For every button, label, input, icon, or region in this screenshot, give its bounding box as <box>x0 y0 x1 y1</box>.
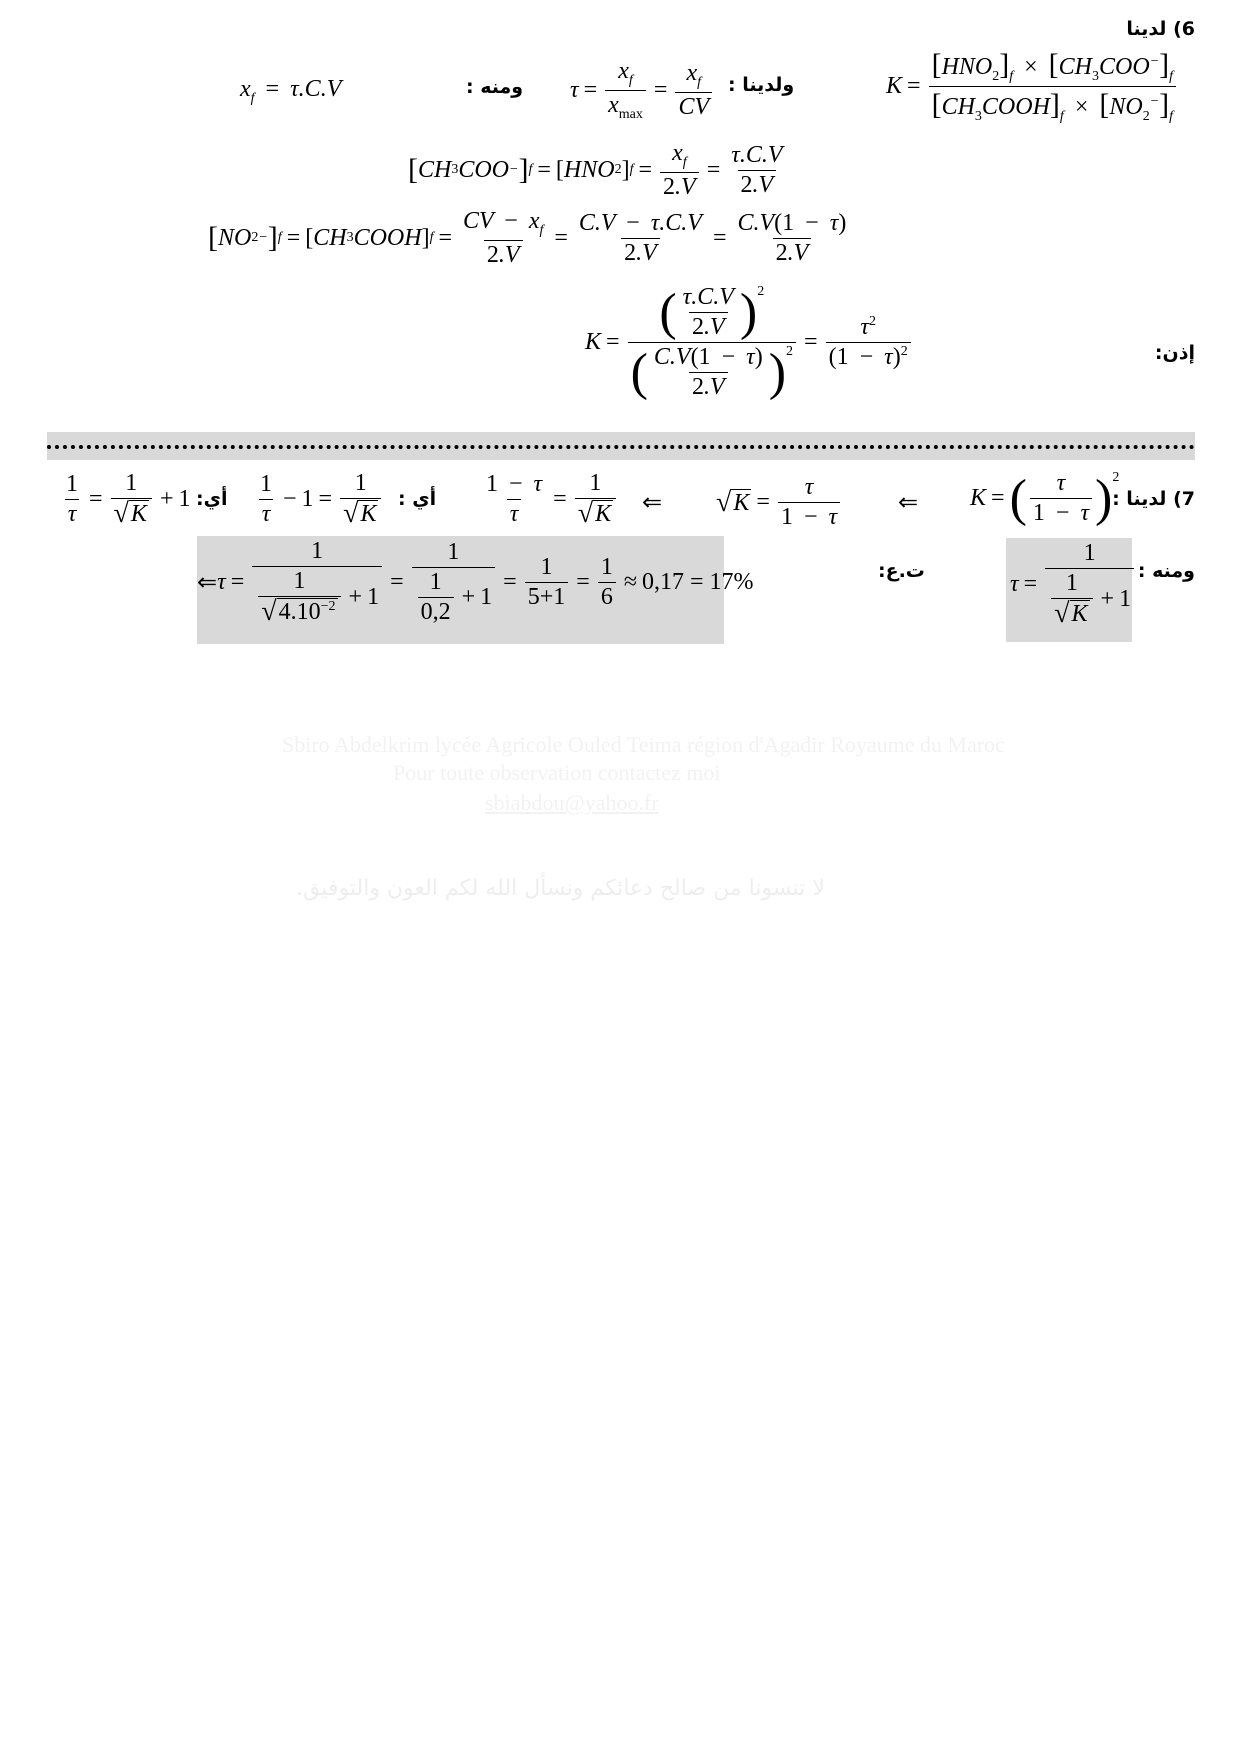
equation-xf: $x_f = \tau.C.V$ <box>240 76 342 106</box>
q6-heading <box>1126 18 1195 40</box>
watermark-email-link[interactable]: sbiabdou@yahoo.fr <box>485 790 659 815</box>
equation-sqrt-k: √ K = $\frac{\tau}{1 - \tau}$ <box>716 474 843 531</box>
q7-label-te: ت.ع: <box>878 560 925 582</box>
boxed-tau-formula: τ = 1 1 √ K + 1 <box>1006 538 1132 642</box>
boxed-numeric-result: ⇐ τ = 1 1 √ $4.10^{-2}$ + 1 = 1 $\frac{1}{0,2}$ + 1 = $\frac{1}{5+1}$ = $\frac{1}{6}$ ≈ 0,17 = 17% <box>197 536 724 644</box>
q7-label-wa-minhu: ومنه : <box>1137 560 1195 582</box>
arrow-implies-3: ⇐ <box>197 570 218 596</box>
inverse-value: 0,2 <box>418 597 454 626</box>
equation-inverse-ratio: $\frac{1 - \tau}{\tau}$ = 1 √ K <box>480 470 619 529</box>
sum-value: 5+1 <box>525 582 569 611</box>
q6-label-ladayna: لدينا <box>1126 18 1167 40</box>
arrow-implies-2: ⇐ <box>642 490 663 516</box>
watermark-contact-line: Pour toute observation contactez moi <box>393 760 721 785</box>
sqrt-argument: 4.10 <box>278 599 321 625</box>
q7-label-ladayna: لدينا : <box>1112 488 1167 510</box>
watermark-arabic-prayer: لا تنسونا من صالح دعائكم ونسأل الله لكم العون والتوفيق. <box>296 876 825 901</box>
equation-k-definition: K = $\frac{[HNO_2]_f \times [CH_3COO^-]_f}{[CH_3COOH]_f \times [NO_2^-]_f}$ <box>886 48 1179 125</box>
section-separator <box>47 432 1195 460</box>
sqrt-exponent: −2 <box>320 599 336 614</box>
equation-no2-concentration: [ NO 2 − ] f = [ CH 3 COOH ] f = $\frac{CV - x_f}{2.V}$ = $\frac{C.V - \tau.C.V}{2.V}$ = $\frac{C.V(1 - \tau)}{2.V}$ <box>208 208 847 268</box>
q6-label-wa-minhu: ومنه : <box>466 76 524 98</box>
q7-heading <box>1112 488 1195 510</box>
equation-inverse-tau: $\frac{1}{\tau}$ = 1 √ K + 1 <box>66 470 191 529</box>
q6-label-waladayna: ولدينا : <box>728 74 795 96</box>
tau-result: 0,17 = 17% <box>641 569 754 595</box>
equation-k-tau: K = ( $\frac{\tau.C.V}{2.V}$ ) $^2$ ( $\frac{C.V(1 - \tau)}{2.V}$ ) $^2$ = $\frac{\tau^2}{(1 - \tau)^2}$ <box>585 284 914 401</box>
k-definition-fraction: $\frac{[HNO_2]_f \times [CH_3COO^-]_f}{[CH_3COOH]_f \times [NO_2^-]_f}$ <box>929 48 1176 125</box>
q7-label-ay-1: أي : <box>398 488 437 510</box>
q6-label-idhan: إذن: <box>1154 342 1195 364</box>
q6-number: 6) <box>1173 18 1195 40</box>
watermark-author-line: Sbiro Abdelkrim lycée Agricole Ouled Teima région d'Agadir Royaume du Maroc <box>282 732 1005 757</box>
sixth-value: 6 <box>598 582 616 611</box>
equation-inverse-minus-one: $\frac{1}{\tau}$ − 1 = 1 √ K <box>254 470 384 529</box>
equation-ch3coo-concentration: [ CH 3 COO − ] f = [ HNO 2 ] f = $\frac{x_f}{2.V}$ = $\frac{\tau.C.V}{2.V}$ <box>408 140 783 200</box>
arrow-implies-1: ⇐ <box>898 490 919 516</box>
equation-k-square: K = ( $\frac{\tau}{1 - \tau}$ ) $^2$ <box>970 469 1120 527</box>
q7-number: 7) <box>1173 488 1195 510</box>
approx-sign: ≈ <box>623 569 637 595</box>
q7-label-ay-2: أي: <box>196 488 228 510</box>
equation-tau-definition: τ = $\frac{x_f}{x_{max}}$ = $\frac{x_f}{CV}$ <box>570 58 715 123</box>
